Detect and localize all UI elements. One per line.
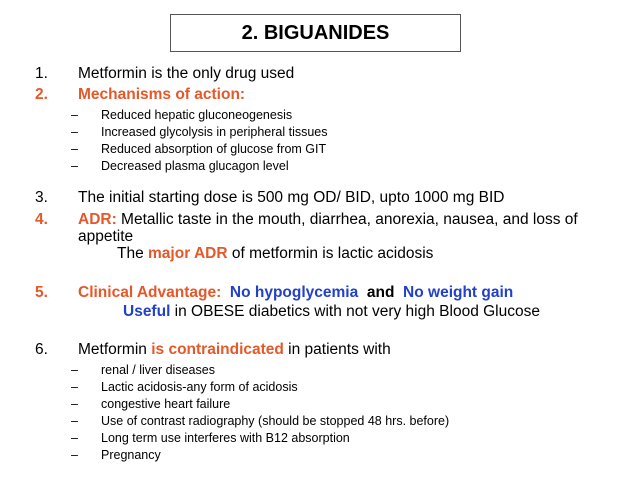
dash-bullet: – — [71, 431, 78, 445]
sub-item-text: Pregnancy — [101, 448, 161, 462]
dash-bullet: – — [71, 380, 78, 394]
clinical-advantage-label: Clinical Advantage: — [78, 284, 222, 301]
item-6-post: in patients with — [283, 341, 391, 358]
adr-label: ADR: — [78, 211, 117, 228]
sub-item-text: Use of contrast radiography (should be stopped 48 hrs. before) — [101, 414, 450, 428]
adr-text: Metallic taste in the mouth, diarrhea, anorexia, nausea, and loss of — [116, 211, 578, 228]
item-4-note — [117, 245, 433, 263]
item-2-heading: Mechanisms of action: — [78, 86, 246, 103]
and-text: and — [366, 284, 395, 301]
no-hypoglycemia: No hypoglycemia — [229, 284, 359, 301]
no-weight-gain: No weight gain — [403, 284, 514, 301]
item-4-number: 4. — [35, 211, 48, 228]
item-2-number: 2. — [35, 86, 48, 103]
sub-item-text: Reduced hepatic gluconeogenesis — [101, 108, 293, 122]
item-5-note — [123, 303, 540, 321]
item-6-line — [78, 341, 391, 359]
item-5-line — [78, 284, 513, 302]
item-6-number: 6. — [35, 341, 48, 358]
dash-bullet: – — [71, 142, 78, 156]
slide-title — [170, 14, 461, 52]
sub-item-text: Decreased plasma glucagon level — [101, 159, 289, 173]
item-6-pre: Metformin — [78, 341, 152, 358]
sub-item-text: Reduced absorption of glucose from GIT — [101, 142, 327, 156]
useful-highlight: Useful — [123, 303, 171, 320]
dash-bullet: – — [71, 397, 78, 411]
item-3-number: 3. — [35, 189, 48, 206]
sub-item-text: Long term use interferes with B12 absorption — [101, 431, 350, 445]
contraindicated-highlight: is contraindicated — [151, 341, 284, 358]
sub-item-text: congestive heart failure — [101, 397, 231, 411]
dash-bullet: – — [71, 448, 78, 462]
major-adr-highlight: major ADR — [148, 245, 228, 262]
note-pre: The — [117, 245, 149, 262]
slide-title-text: 2. BIGUANIDES — [241, 21, 390, 44]
sub-item-text: renal / liver diseases — [101, 363, 215, 377]
item-4-line — [78, 211, 578, 229]
item-3-text: The initial starting dose is 500 mg OD/ BID, upto 1000 mg BID — [78, 189, 505, 206]
item-4-continuation: appetite — [78, 228, 134, 245]
sub-item-text: Increased glycolysis in peripheral tissues — [101, 125, 328, 139]
item-5-number: 5. — [35, 284, 48, 301]
dash-bullet: – — [71, 125, 78, 139]
item-1-text: Metformin is the only drug used — [78, 65, 295, 82]
dash-bullet: – — [71, 414, 78, 428]
sub-item-text: Lactic acidosis-any form of acidosis — [101, 380, 298, 394]
dash-bullet: – — [71, 159, 78, 173]
dash-bullet: – — [71, 363, 78, 377]
dash-bullet: – — [71, 108, 78, 122]
note-post: of metformin is lactic acidosis — [227, 245, 434, 262]
item-1-number: 1. — [35, 65, 48, 82]
useful-text: in OBESE diabetics with not very high Blood Glucose — [170, 303, 540, 320]
